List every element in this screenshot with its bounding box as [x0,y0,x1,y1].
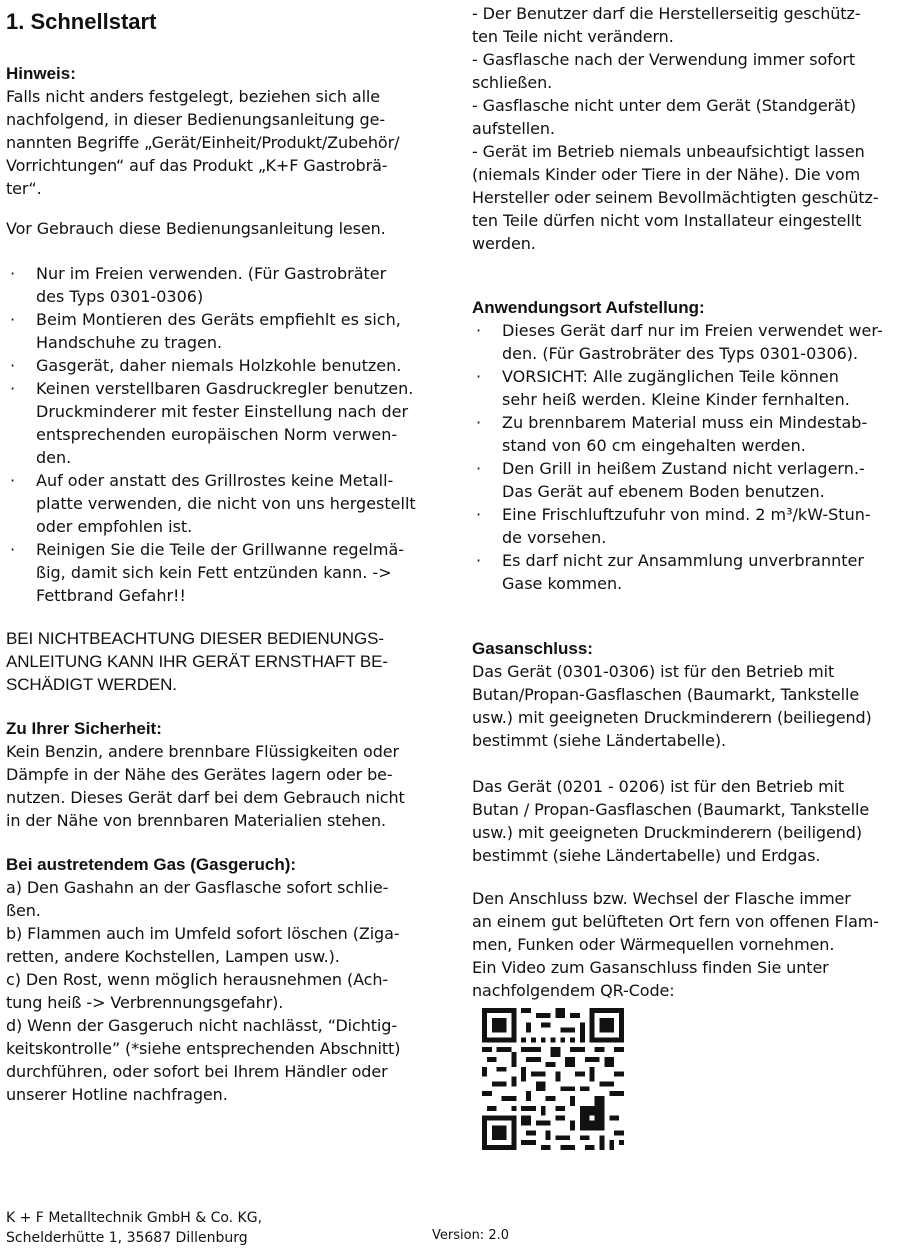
gas-connection-text-1: Das Gerät (0301-0306) ist für den Betrieb mit Butan/Propan-Gasflaschen (Baumarkt, Tankstelle usw.) mit geeigneten Druckminderern (beiliegend) bestimmt (siehe Ländertabelle). [472,662,872,750]
gas-leak-text: a) Den Gashahn an der Gasflasche sofort schlie- ßen. b) Flammen auch im Umfeld sofort löschen (Ziga- retten, andere Kochstellen, Lampen usw.). c) Den Rost, wenn möglich herausnehmen (Ach- tung heiß -> Verbrennungsgefahr). d) Wenn der Gasgeruch nicht nachlässt, “Dichtig- keitskontrolle” (*siehe entsprechenden Abschnitt) durchführen, oder sofort bei Ihrem Händler oder unserer Hotline nachfragen. [6,878,401,1104]
hinweis-heading: Hinweis: [6,64,76,83]
hinweis-text: Falls nicht anders festgelegt, beziehen sich alle nachfolgend, in dieser Bedienungsanleitung ge- nannten Begriffe „Gerät/Einheit/Produkt/Zubehör/ Vorrichtungen“ auf das Produkt „K+F Gastrobrä- ter“. [6,87,400,198]
hinweis-section [6,62,438,200]
safety-bullet-list [6,262,438,607]
location-section [472,296,900,595]
gas-connection-text-3: Den Anschluss bzw. Wechsel der Flasche immer an einem gut belüfteten Ort fern von offenen Flam- men, Funken oder Wärmequellen vornehmen. Ein Video zum Gasanschluss finden Sie unter nachfolgendem QR-Code: [472,889,879,1000]
list-item: · Nur im Freien verwenden. (Für Gastrobräter des Typs 0301-0306) [6,262,438,308]
page-title: 1. Schnellstart [6,9,157,34]
qr-code-icon[interactable] [482,1008,624,1150]
gas-connection-section [472,637,900,752]
gas-connection-text-2: Das Gerät (0201 - 0206) ist für den Betrieb mit Butan / Propan-Gasflaschen (Baumarkt, Tankstelle usw.) mit geeigneten Druckminderern (beiligend) bestimmt (siehe Ländertabelle) und Erdgas. [472,777,870,865]
safety-heading: Zu Ihrer Sicherheit: [6,719,162,738]
safety-section [6,717,438,832]
list-item: · Gasgerät, daher niemals Holzkohle benutzen. [6,354,438,377]
operator-rules-text: - Der Benutzer darf die Herstellerseitig geschütz- ten Teile nicht verändern. - Gasflasche nach der Verwendung immer sofort schließen. - Gasflasche nicht unter dem Gerät (Standgerät) aufstellen. - Gerät im Betrieb niemals unbeaufsichtigt lassen (niemals Kinder oder Tiere in der Nähe). Die vom Hersteller oder seinem Bevollmächtigten geschütz- ten Teile dürfen nicht vom Installateur eingestellt werden. [472,4,879,253]
list-item: · Eine Frischluftzufuhr von mind. 2 m³/kW-Stun- de vorsehen. [472,503,900,549]
list-item: · Es darf nicht zur Ansammlung unverbrannter Gase kommen. [472,549,900,595]
gas-leak-heading: Bei austretendem Gas (Gasgeruch): [6,855,297,874]
list-item: · VORSICHT: Alle zugänglichen Teile können sehr heiß werden. Kleine Kinder fernhalten. [472,365,900,411]
list-item: · Zu brennbarem Material muss ein Mindestab- stand von 60 cm eingehalten werden. [472,411,900,457]
vor-gebrauch-text: Vor Gebrauch diese Bedienungsanleitung lesen. [6,219,386,238]
list-item: · Den Grill in heißem Zustand nicht verlagern.- Das Gerät auf ebenem Boden benutzen. [472,457,900,503]
gas-leak-section [6,853,438,1106]
safety-text: Kein Benzin, andere brennbare Flüssigkeiten oder Dämpfe in der Nähe des Gerätes lagern oder be- nutzen. Dieses Gerät darf bei dem Gebrauch nicht in der Nähe von brennbaren Materialien stehen. [6,742,405,830]
gas-connection-heading: Gasanschluss: [472,639,593,658]
list-item: · Reinigen Sie die Teile der Grillwanne regelmä- ßig, damit sich kein Fett entzünden kann. -> Fettbrand Gefahr!! [6,538,438,607]
warning-text: BEI NICHTBEACHTUNG DIESER BEDIENUNGS- ANLEITUNG KANN IHR GERÄT ERNSTHAFT BE- SCHÄDIGT WERDEN. [6,629,388,694]
list-item: · Auf oder anstatt des Grillrostes keine Metall- platte verwenden, die nicht von uns hergestellt oder empfohlen ist. [6,469,438,538]
list-item: · Beim Montieren des Geräts empfiehlt es sich, Handschuhe zu tragen. [6,308,438,354]
footer-version: Version: 2.0 [432,1228,509,1243]
footer-company-address: K + F Metalltechnik GmbH & Co. KG, Schelderhütte 1, 35687 Dillenburg [6,1210,263,1246]
location-heading: Anwendungsort Aufstellung: [472,298,705,317]
list-item: · Dieses Gerät darf nur im Freien verwendet wer- den. (Für Gastrobräter des Typs 0301-0306). [472,319,900,365]
location-bullet-list [472,319,900,595]
list-item: · Keinen verstellbaren Gasdruckregler benutzen. Druckminderer mit fester Einstellung nach der entsprechenden europäischen Norm verwen- den. [6,377,438,469]
